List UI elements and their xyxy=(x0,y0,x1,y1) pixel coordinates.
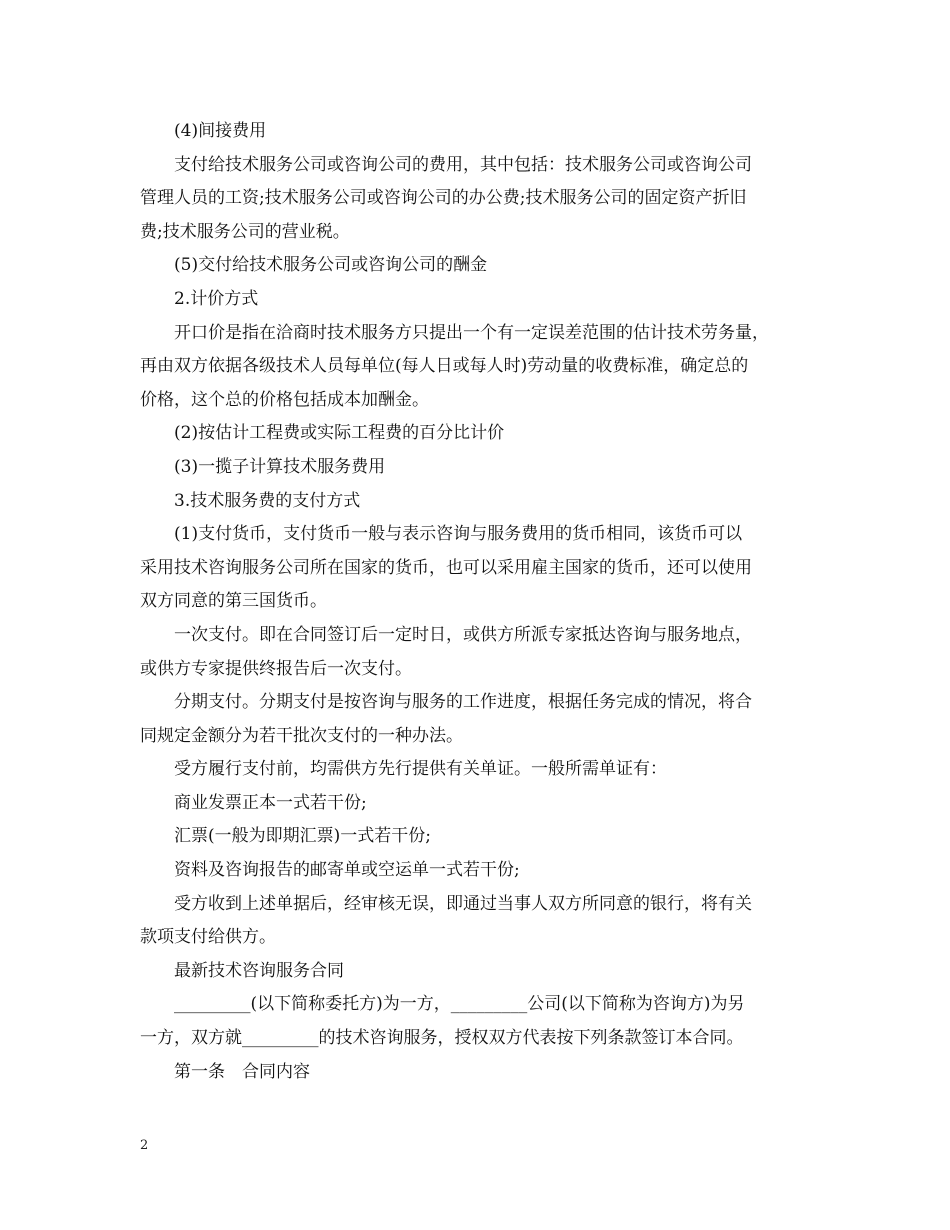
paragraph xyxy=(140,115,810,149)
text-line: 2.计价方式 xyxy=(174,288,259,309)
text-line: 同规定金额分为若干批次支付的一种办法。 xyxy=(140,725,463,746)
text-line: 价格，这个总的价格包括成本加酬金。 xyxy=(140,389,429,410)
paragraph xyxy=(140,451,810,485)
text-line: 一次支付。即在合同签订后一定时日，或供方所派专家抵达咨询与服务地点， xyxy=(174,624,752,645)
paragraph xyxy=(140,955,810,989)
paragraph xyxy=(140,249,810,283)
text-line: 3.技术服务费的支付方式 xyxy=(174,490,361,511)
paragraph xyxy=(140,988,810,1055)
text-line: _________(以下简称委托方)为一方，_________公司(以下简称为咨询方)为另 xyxy=(174,994,745,1015)
text-line: 分期支付。分期支付是按咨询与服务的工作进度，根据任务完成的情况，将合 xyxy=(174,692,752,713)
text-line: 或供方专家提供终报告后一次支付。 xyxy=(140,658,412,679)
page-number: 2 xyxy=(140,1138,149,1153)
text-line: (2)按估计工程费或实际工程费的百分比计价 xyxy=(174,423,505,444)
text-line: (4)间接费用 xyxy=(174,121,267,141)
text-line: 汇票(一般为即期汇票)一式若干份; xyxy=(174,826,431,847)
text-line: 受方收到上述单据后，经审核无误，即通过当事人双方所同意的银行，将有关 xyxy=(174,893,752,914)
text-line: 款项支付给供方。 xyxy=(140,927,276,948)
text-line: 管理人员的工资;技术服务公司或咨询公司的办公费;技术服务公司的固定资产折旧 xyxy=(140,188,747,209)
text-line: 再由双方依据各级技术人员每单位(每人日或每人时)劳动量的收费标准，确定总的 xyxy=(140,356,749,377)
text-line: 受方履行支付前，均需供方先行提供有关单证。一般所需单证有： xyxy=(174,759,667,780)
paragraph xyxy=(140,417,810,451)
paragraph xyxy=(140,485,810,519)
text-line: 双方同意的第三国货币。 xyxy=(140,591,327,612)
paragraph xyxy=(140,888,810,955)
text-line: 支付给技术服务公司或咨询公司的费用，其中包括：技术服务公司或咨询公司 xyxy=(174,154,752,175)
paragraph xyxy=(140,820,810,854)
paragraph xyxy=(140,317,810,418)
document-body xyxy=(140,115,810,1089)
text-line: 最新技术咨询服务合同 xyxy=(174,960,344,981)
text-line: 商业发票正本一式若干份; xyxy=(174,792,367,813)
paragraph xyxy=(140,854,810,888)
text-line: (1)支付货币，支付货币一般与表示咨询与服务费用的货币相同，该货币可以 xyxy=(174,524,743,545)
text-line: 费;技术服务公司的营业税。 xyxy=(140,221,350,242)
text-line: (5)交付给技术服务公司或咨询公司的酬金 xyxy=(174,255,488,276)
paragraph xyxy=(140,518,810,619)
paragraph xyxy=(140,283,810,317)
paragraph xyxy=(140,1056,810,1090)
paragraph xyxy=(140,619,810,686)
paragraph xyxy=(140,753,810,787)
text-line: 资料及咨询报告的邮寄单或空运单一式若干份; xyxy=(174,860,520,881)
paragraph xyxy=(140,149,810,250)
paragraph xyxy=(140,686,810,753)
text-line: 一方，双方就_________的技术咨询服务，授权双方代表按下列条款签订本合同。 xyxy=(140,1028,744,1049)
paragraph xyxy=(140,787,810,821)
text-line: 采用技术咨询服务公司所在国家的货币，也可以采用雇主国家的货币，还可以使用 xyxy=(140,557,752,578)
text-line: (3)一揽子计算技术服务费用 xyxy=(174,456,386,477)
text-line: 开口价是指在洽商时技术服务方只提出一个有一定误差范围的估计技术劳务量， xyxy=(174,322,769,343)
text-line: 第一条 合同内容 xyxy=(174,1061,310,1082)
